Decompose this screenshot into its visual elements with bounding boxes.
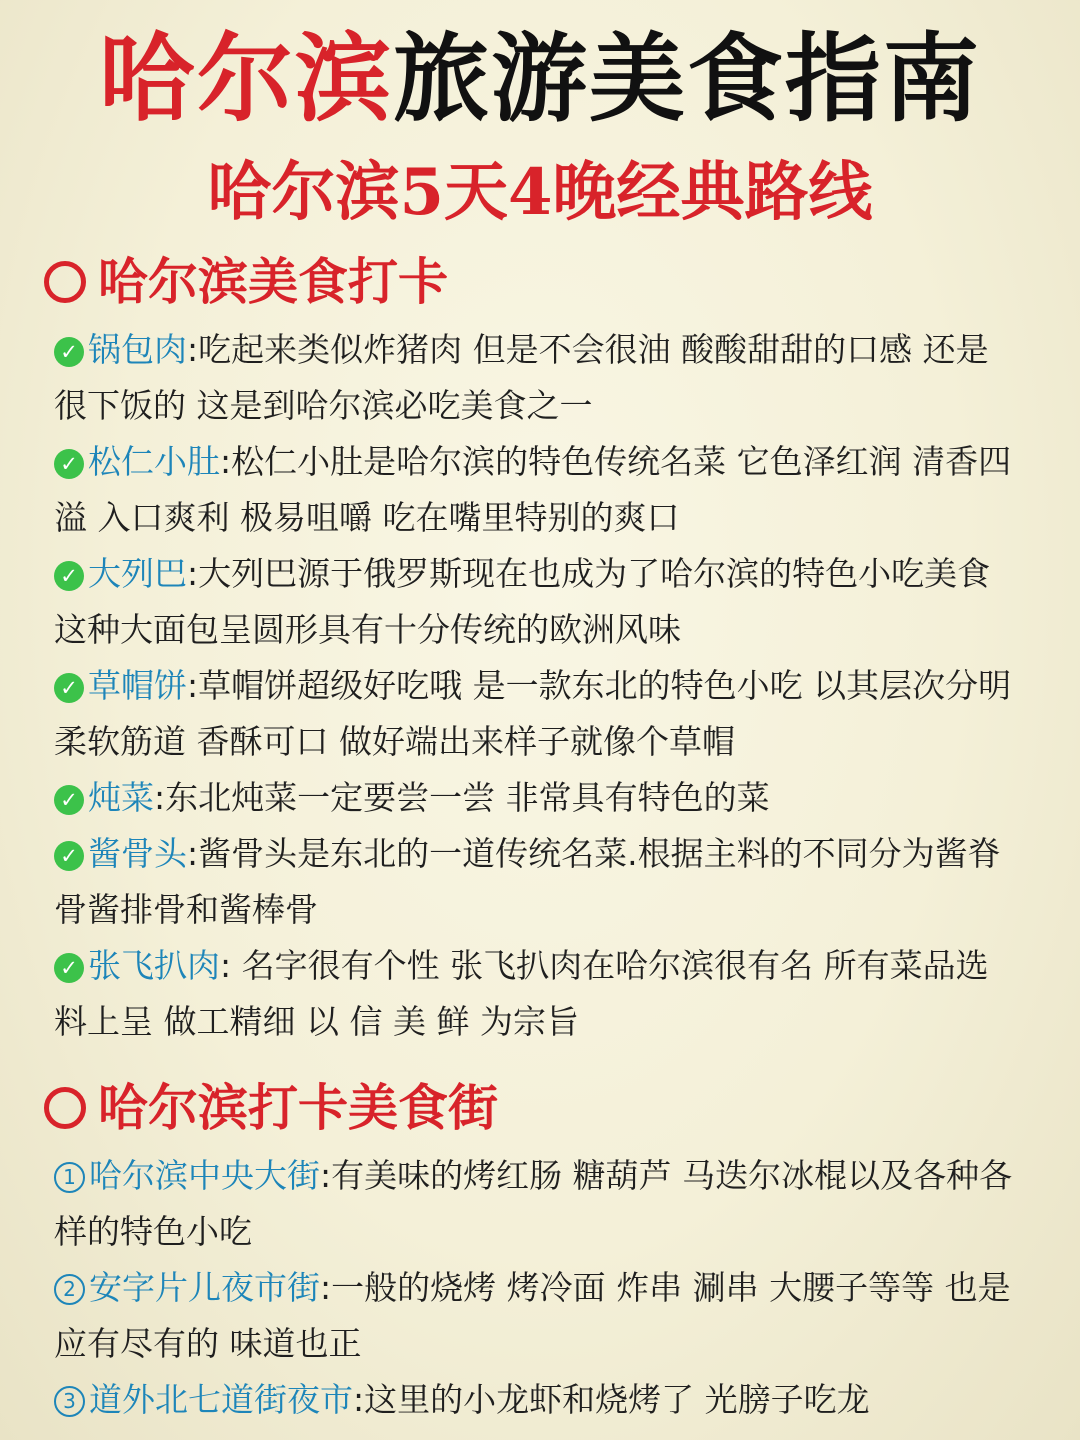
food-list <box>54 322 1014 1050</box>
item-text: :大列巴源于俄罗斯现在也成为了哈尔滨的特色小吃美食 这种大面包呈圆形具有十分传统的欧洲风味 <box>54 554 991 649</box>
section-heading-label: 哈尔滨美食打卡 <box>98 253 448 311</box>
item-name: 锅包肉 <box>88 330 187 369</box>
check-circle-icon: ✓ <box>54 673 84 703</box>
item-text: :一般的烧烤 烤冷面 炸串 涮串 大腰子等等 也是应有尽有的 味道也正 <box>54 1268 1011 1363</box>
item-text: :酱骨头是东北的一道传统名菜.根据主料的不同分为酱脊骨酱排骨和酱棒骨 <box>54 834 1001 929</box>
item-name: 哈尔滨中央大街 <box>89 1156 320 1195</box>
item-name: 炖菜 <box>88 778 154 817</box>
section-heading-label: 哈尔滨打卡美食街 <box>98 1079 498 1137</box>
item-text: :草帽饼超级好吃哦 是一款东北的特色小吃 以其层次分明柔软筋道 香酥可口 做好端出来样子就像个草帽 <box>54 666 1012 761</box>
page-subtitle: 哈尔滨5天4晚经典路线 <box>207 155 873 230</box>
title-rest: 旅游美食指南 <box>393 23 981 135</box>
number-marker: 1 <box>54 1162 85 1193</box>
page-title <box>0 24 1080 134</box>
list-item <box>54 434 1014 546</box>
list-item <box>54 770 1014 826</box>
list-item <box>54 826 1014 938</box>
item-text: :有美味的烤红肠 糖葫芦 马迭尔冰棍以及各种各样的特色小吃 <box>54 1156 1013 1251</box>
number-marker: 3 <box>54 1386 85 1417</box>
list-item <box>54 938 1014 1050</box>
item-text: :吃起来类似炸猪肉 但是不会很油 酸酸甜甜的口感 还是很下饭的 这是到哈尔滨必吃美食之一 <box>54 330 989 425</box>
item-name: 草帽饼 <box>88 666 187 705</box>
check-circle-icon: ✓ <box>54 953 84 983</box>
hollow-circle-icon <box>44 1087 86 1129</box>
item-name: 大列巴 <box>88 554 187 593</box>
number-marker: 2 <box>54 1274 85 1305</box>
section-heading-streets <box>44 1078 498 1138</box>
title-city: 哈尔滨 <box>99 23 393 135</box>
item-text: :这里的小龙虾和烧烤了 光膀子吃龙 <box>353 1380 870 1419</box>
list-item <box>54 322 1014 434</box>
item-name: 酱骨头 <box>88 834 187 873</box>
hollow-circle-icon <box>44 261 86 303</box>
item-name: 张飞扒肉 <box>88 946 220 985</box>
list-item <box>54 658 1014 770</box>
item-text: :松仁小肚是哈尔滨的特色传统名菜 它色泽红润 清香四溢 入口爽利 极易咀嚼 吃在嘴里特别的爽口 <box>54 442 1012 537</box>
section-heading-food <box>44 252 448 312</box>
check-circle-icon: ✓ <box>54 561 84 591</box>
check-circle-icon: ✓ <box>54 841 84 871</box>
item-name: 安字片儿夜市街 <box>89 1268 320 1307</box>
list-item <box>54 1148 1014 1260</box>
street-list <box>54 1148 1014 1428</box>
check-circle-icon: ✓ <box>54 785 84 815</box>
item-name: 松仁小肚 <box>88 442 220 481</box>
list-item <box>54 546 1014 658</box>
list-item <box>54 1372 1014 1428</box>
check-circle-icon: ✓ <box>54 337 84 367</box>
item-name: 道外北七道街夜市 <box>89 1380 353 1419</box>
check-circle-icon: ✓ <box>54 449 84 479</box>
item-text: : 名字很有个性 张飞扒肉在哈尔滨很有名 所有菜品选料上呈 做工精细 以 信 美 鲜 为宗旨 <box>54 946 989 1041</box>
list-item <box>54 1260 1014 1372</box>
item-text: :东北炖菜一定要尝一尝 非常具有特色的菜 <box>154 778 770 817</box>
